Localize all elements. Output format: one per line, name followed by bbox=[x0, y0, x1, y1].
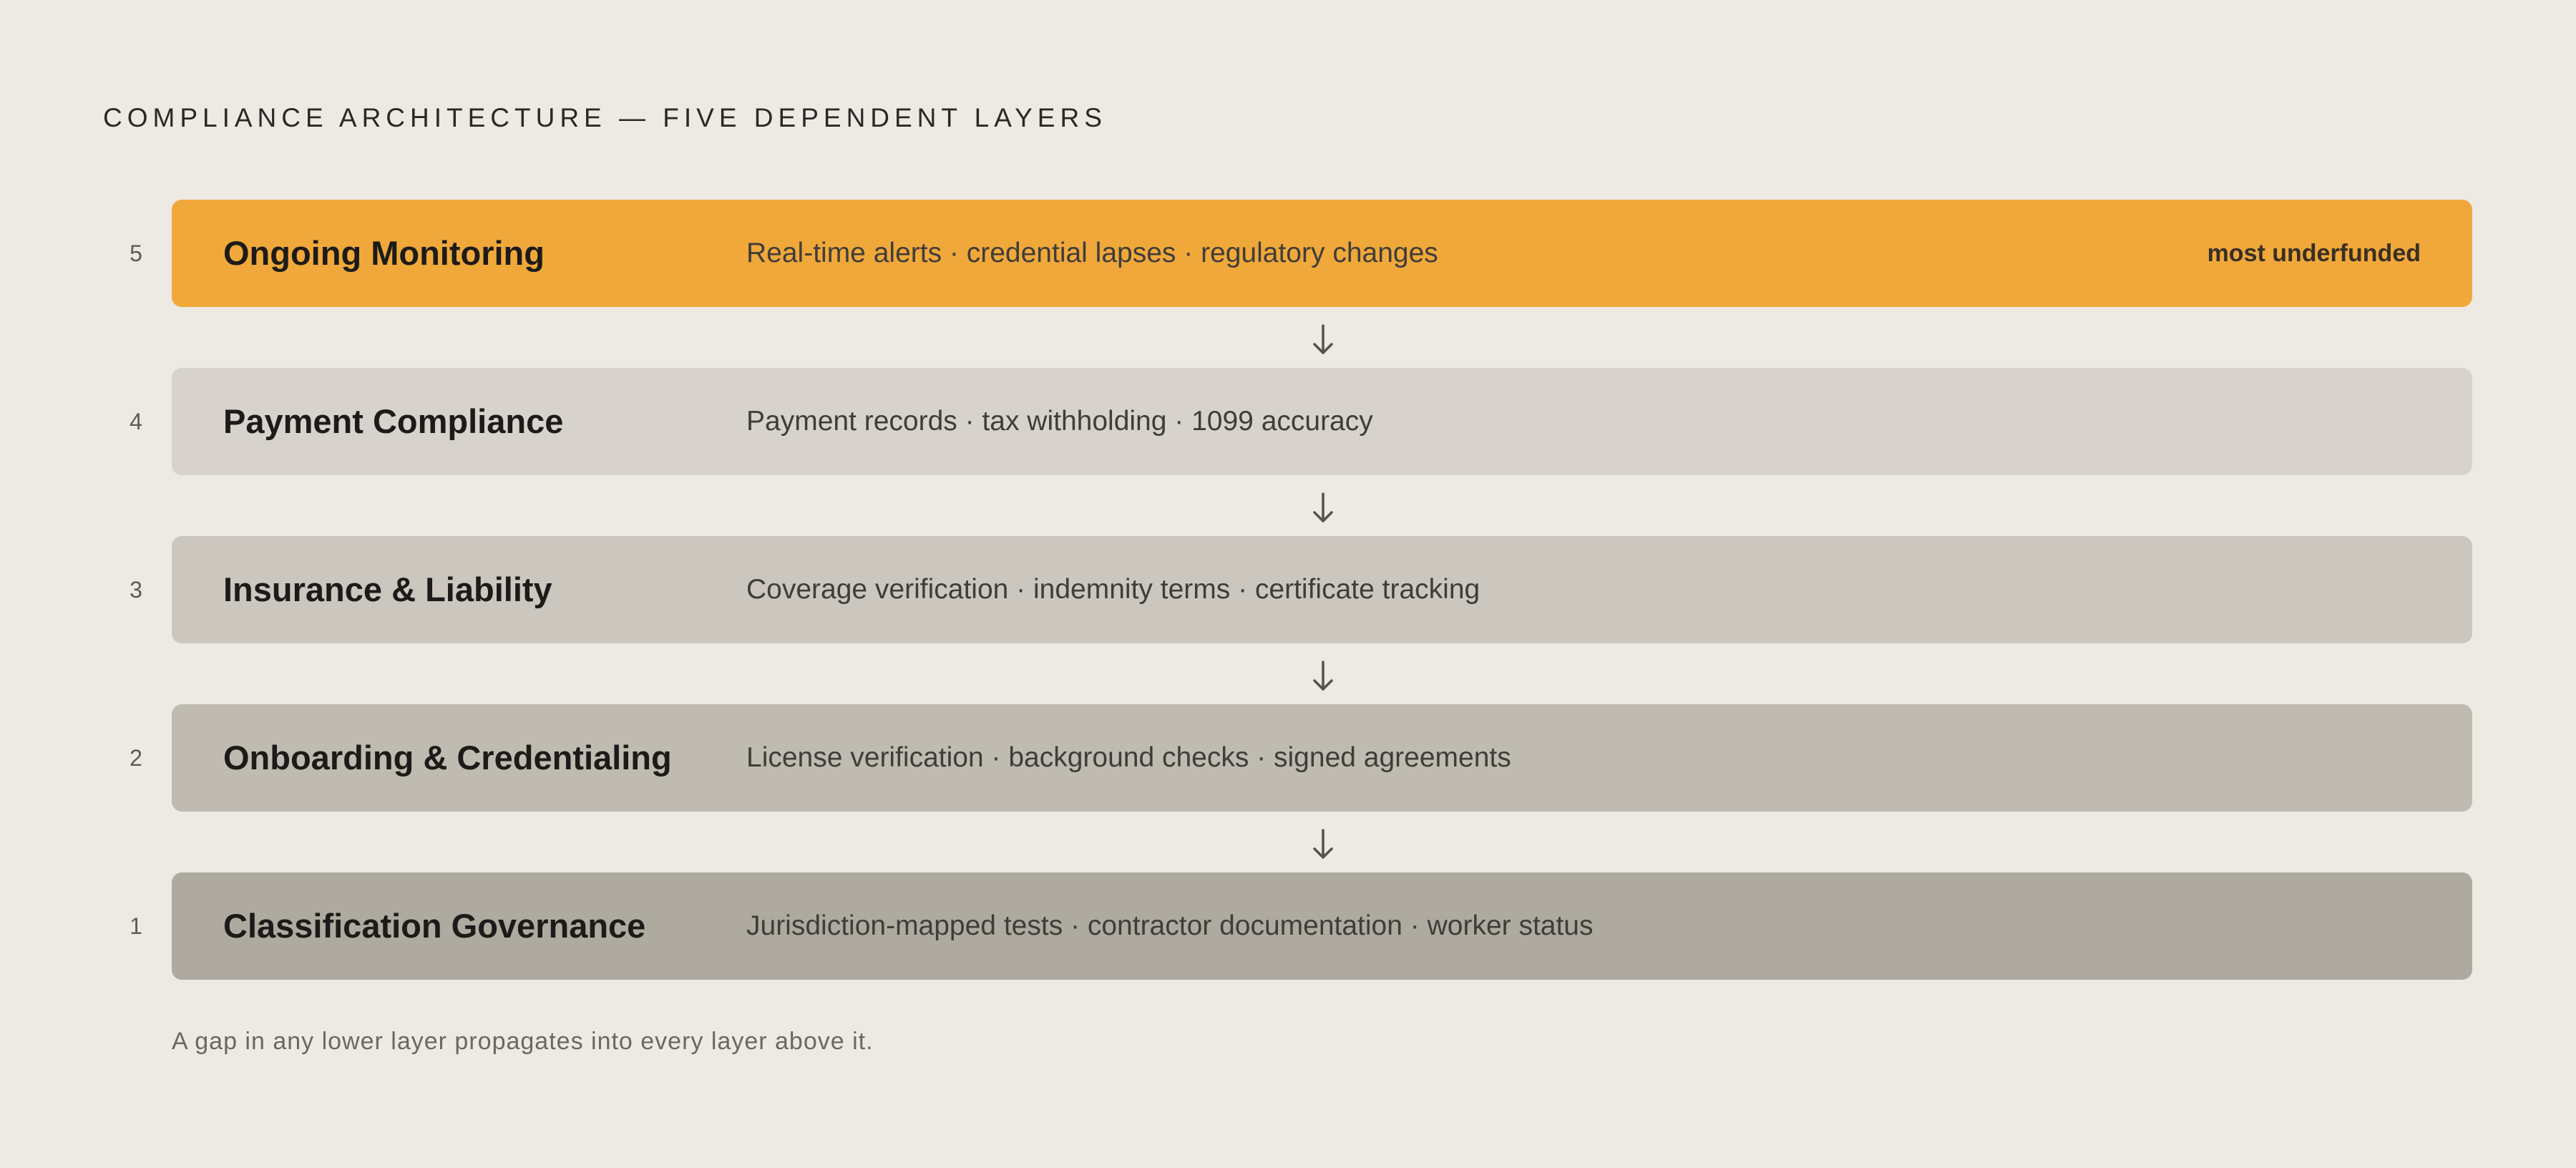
layer-box bbox=[172, 872, 2472, 980]
arrow-down-icon bbox=[1304, 826, 1342, 863]
layer-description: Real-time alerts · credential lapses · regulatory changes bbox=[746, 238, 1438, 268]
arrow-down-icon bbox=[1304, 490, 1342, 527]
layer-title: Onboarding & Credentialing bbox=[223, 739, 672, 777]
arrow-down-icon bbox=[1304, 658, 1342, 695]
layer-badge: most underfunded bbox=[2207, 240, 2421, 267]
layer-box bbox=[172, 536, 2472, 643]
layer-row bbox=[0, 536, 2576, 643]
layer-row bbox=[0, 200, 2576, 307]
layer-title: Classification Governance bbox=[223, 907, 646, 945]
layer-number: 5 bbox=[130, 240, 142, 266]
layer-description: Payment records · tax withholding · 1099 accuracy bbox=[746, 406, 1373, 437]
layer-number: 2 bbox=[130, 745, 142, 771]
layer-box bbox=[172, 200, 2472, 307]
layer-title: Insurance & Liability bbox=[223, 570, 552, 608]
layer-row bbox=[0, 368, 2576, 475]
layer-number: 1 bbox=[130, 913, 142, 939]
layer-description: Coverage verification · indemnity terms · certificate tracking bbox=[746, 574, 1480, 605]
layer-number: 4 bbox=[130, 409, 142, 434]
layer-row bbox=[0, 704, 2576, 812]
layer-description: Jurisdiction-mapped tests · contractor documentation · worker status bbox=[746, 910, 1594, 941]
layer-box bbox=[172, 704, 2472, 812]
layer-number: 3 bbox=[130, 577, 142, 603]
footnote: A gap in any lower layer propagates into every layer above it. bbox=[172, 1028, 874, 1055]
arrow-down-icon bbox=[1304, 321, 1342, 359]
layer-title: Payment Compliance bbox=[223, 402, 564, 440]
layer-description: License verification · background checks · signed agreements bbox=[746, 742, 1511, 773]
layer-row bbox=[0, 872, 2576, 980]
diagram-title: COMPLIANCE ARCHITECTURE — FIVE DEPENDENT LAYERS bbox=[103, 103, 1107, 132]
layer-box bbox=[172, 368, 2472, 475]
layer-title: Ongoing Monitoring bbox=[223, 234, 545, 272]
